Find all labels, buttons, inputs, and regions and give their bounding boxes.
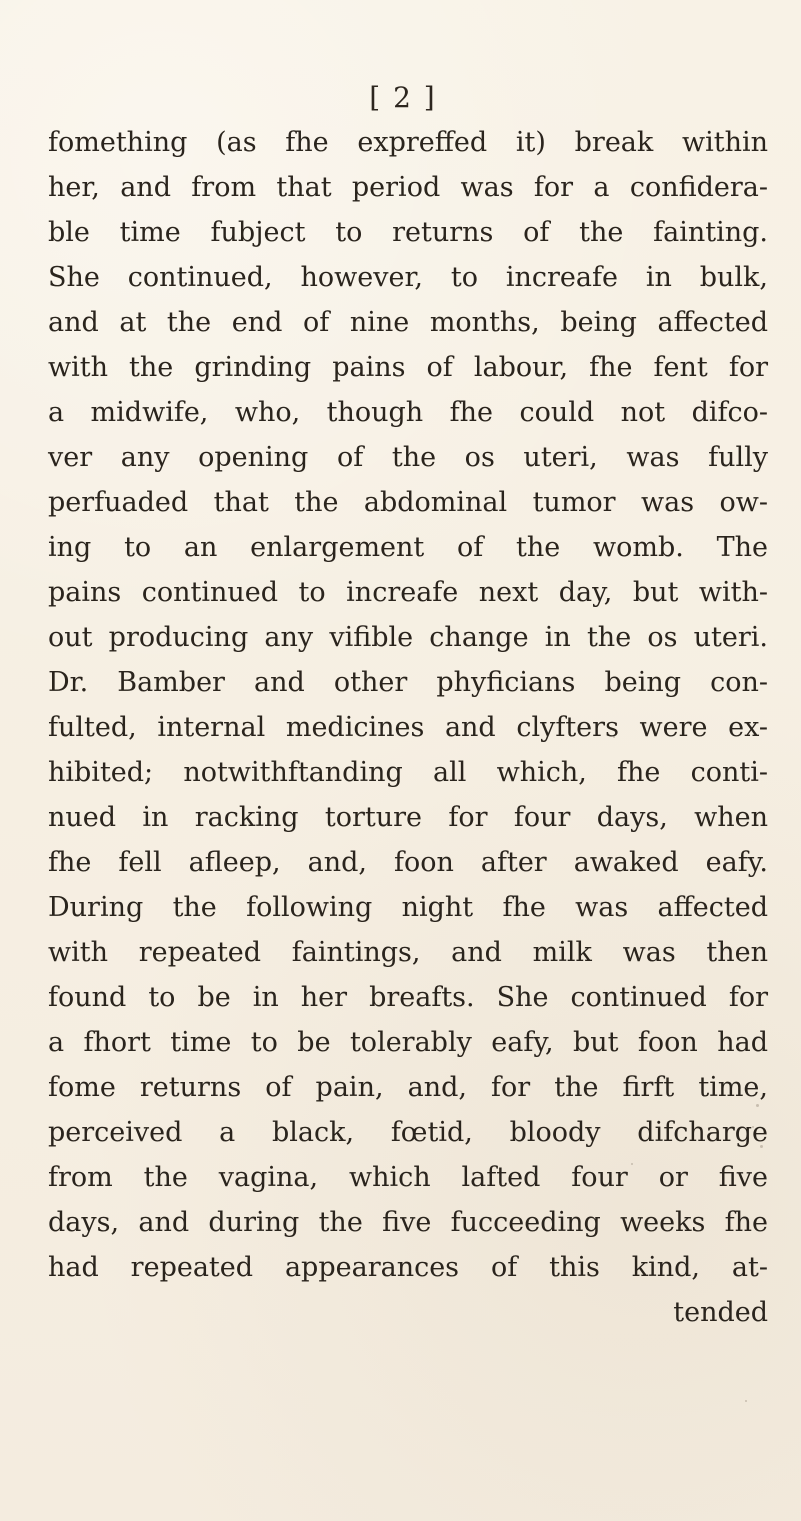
paper-speck	[752, 1126, 754, 1128]
text-line: She continued, however, to increafe in bulk,	[48, 262, 768, 293]
text-line: her, and from that period was for a confidera-	[48, 172, 768, 203]
text-line: found to be in her breafts. She continued for	[48, 982, 768, 1013]
paper-speck	[631, 1163, 633, 1165]
text-line: perceived a black, fœtid, bloody difcharge	[48, 1117, 768, 1148]
text-line: fulted, internal medicines and clyfters were ex-	[48, 712, 768, 743]
text-line: fome returns of pain, and, for the firft time,	[48, 1072, 768, 1103]
text-line: ble time fubject to returns of the fainting.	[48, 217, 768, 248]
text-line: with the grinding pains of labour, fhe fent for	[48, 352, 768, 383]
text-line: a midwife, who, though fhe could not difco-	[48, 397, 768, 428]
text-line: and at the end of nine months, being affected	[48, 307, 768, 338]
text-line: During the following night fhe was affected	[48, 892, 768, 923]
text-line: with repeated faintings, and milk was then	[48, 937, 768, 968]
body-text	[48, 120, 768, 1335]
text-line: ver any opening of the os uteri, was fully	[48, 442, 768, 473]
text-line: ing to an enlargement of the womb. The	[48, 532, 768, 563]
text-line: fhe fell afleep, and, foon after awaked eafy.	[48, 847, 768, 878]
text-line: Dr. Bamber and other phyficians being con-	[48, 667, 768, 698]
catchword: tended	[673, 1297, 768, 1328]
text-line: fomething (as fhe expreffed it) break within	[48, 127, 768, 158]
text-line: from the vagina, which lafted four or five	[48, 1162, 768, 1193]
page-number: [ 2 ]	[369, 81, 437, 114]
text-line: perfuaded that the abdominal tumor was ow-	[48, 487, 768, 518]
text-line: out producing any vifible change in the os uteri.	[48, 622, 768, 653]
text-line: nued in racking torture for four days, when	[48, 802, 768, 833]
text-line: had repeated appearances of this kind, at-	[48, 1252, 768, 1283]
paper-speck	[745, 1400, 747, 1402]
text-line: a fhort time to be tolerably eafy, but foon had	[48, 1027, 768, 1058]
text-line: hibited; notwithftanding all which, fhe conti-	[48, 757, 768, 788]
paper-speck	[756, 1104, 759, 1107]
text-line: days, and during the five fucceeding weeks fhe	[48, 1207, 768, 1238]
paper-speck	[760, 1145, 763, 1148]
paper-speck	[613, 736, 615, 738]
text-line: pains continued to increafe next day, but with-	[48, 577, 768, 608]
